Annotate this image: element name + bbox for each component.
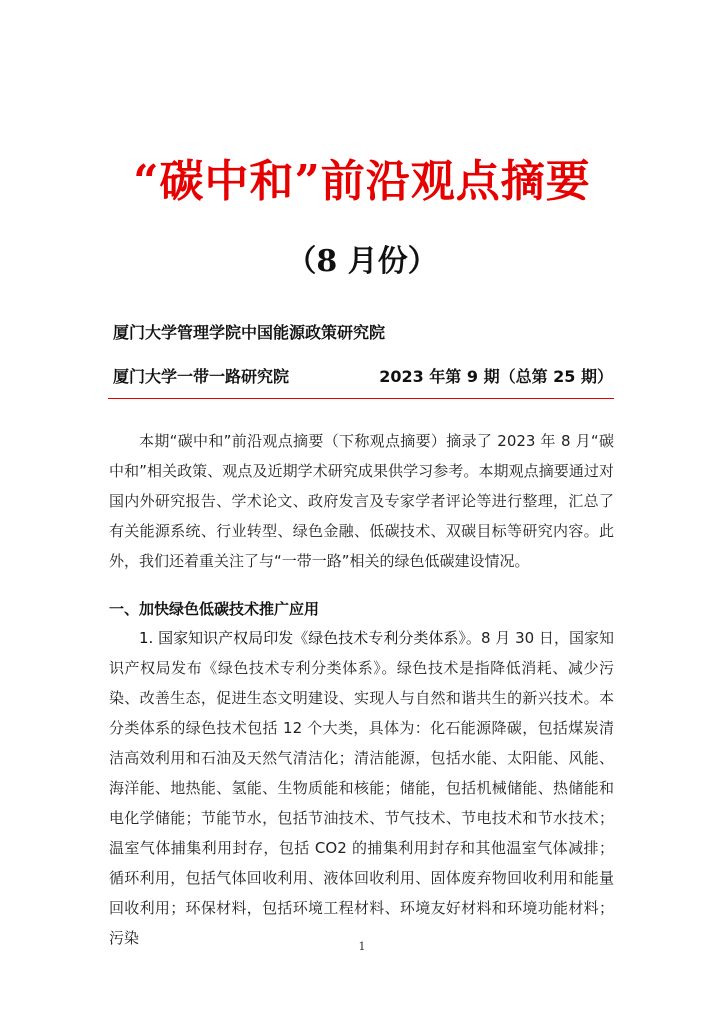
issue-number: 2023 年第 9 期（总第 25 期） [379, 367, 613, 386]
item-1-lead: 1. 国家知识产权局印发《绿色技术专利分类体系》。 [139, 629, 481, 647]
document-title: “碳中和”前沿观点摘要 [133, 156, 591, 207]
institution-name-1: 厦门大学管理学院中国能源政策研究院 [113, 323, 386, 342]
intro-paragraph: 本期“碳中和”前沿观点摘要（下称观点摘要）摘录了 2023 年 8 月“碳中和”相关政策、观点及近期学术研究成果供学习参考。本期观点摘要通过对国内外研究报告、学术论文、政府发言及专家学者评论等进行整理，汇总了有关能源系统、行业转型、绿色金融、低碳技术、双碳目标等研究内容。此外，我们还着重关注了与“一带一路”相关的绿色低碳建设情况。 [109, 432, 614, 570]
item-1-body: 8 月 30 日，国家知识产权局发布《绿色技术专利分类体系》。绿色技术是指降低消耗、减少污染、改善生态，促进生态文明建设、实现人与自然和谐共生的新兴技术。本分类体系的绿色技术包括 12 个大类，具体为：化石能源降碳，包括煤炭清洁高效利用和石油及天然气清洁化；清洁能源，包括水能、太阳能、风能、海洋能、地热能、氢能、生物质能和核能；储能，包括机械储能、热储能和电化学储能；节能节水，包括节油技术、节气技术、节电技术和节水技术；温室气体捕集利用封存，包括 CO2 的捕集利用封存和其他温室气体减排；循环利用，包括气体回收利用、液体回收利用、固体废弃物回收利用和能量回收利用；环保材料，包括环境工程材料、环境友好材料和环境功能材料；污染 [109, 629, 614, 947]
document-subtitle: （8 月份） [286, 244, 438, 279]
header-divider [108, 398, 614, 399]
institution-line-2 [113, 366, 613, 388]
section-heading: 一、加快绿色低碳技术推广应用 [109, 600, 320, 618]
item-1-paragraph [109, 623, 614, 947]
institution-name-2: 厦门大学一带一路研究院 [113, 367, 290, 386]
page-number: 1 [358, 940, 366, 953]
